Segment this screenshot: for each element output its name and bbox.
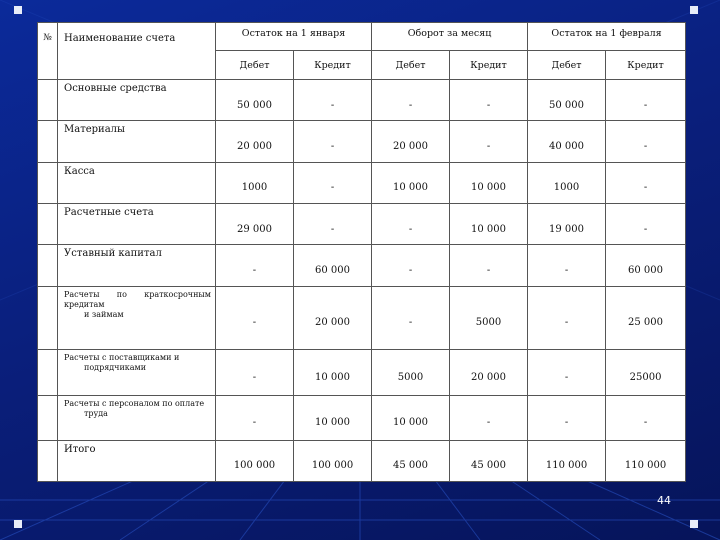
account-name: Материалы bbox=[58, 121, 216, 162]
table-row bbox=[38, 395, 686, 440]
header-number: № bbox=[38, 23, 58, 80]
cell-value: 5000 bbox=[372, 350, 450, 395]
header-debit: Дебет bbox=[528, 51, 606, 80]
cell-value: 10 000 bbox=[450, 162, 528, 203]
cell-value: 60 000 bbox=[606, 245, 686, 286]
header-credit: Кредит bbox=[606, 51, 686, 80]
balance-table-container bbox=[37, 22, 685, 482]
header-account-name: Наименование счета bbox=[58, 23, 216, 80]
cell-value: 110 000 bbox=[606, 440, 686, 481]
account-name-line2: и займам bbox=[84, 309, 124, 319]
account-name: Касса bbox=[58, 162, 216, 203]
header-group-closing-balance: Остаток на 1 февраля bbox=[528, 23, 686, 51]
table-row-total bbox=[38, 440, 686, 481]
decor-square bbox=[14, 520, 22, 528]
table-row bbox=[38, 245, 686, 286]
decor-square bbox=[14, 6, 22, 14]
account-name-line1: Расчеты с персоналом по оплате bbox=[64, 398, 205, 408]
cell-value: 5000 bbox=[450, 286, 528, 350]
cell-value: - bbox=[450, 245, 528, 286]
cell-value: 45 000 bbox=[372, 440, 450, 481]
row-number bbox=[38, 121, 58, 162]
row-number bbox=[38, 203, 58, 244]
cell-value: 50 000 bbox=[216, 80, 294, 121]
row-number bbox=[38, 162, 58, 203]
table-row bbox=[38, 121, 686, 162]
cell-value: - bbox=[294, 203, 372, 244]
cell-value: 40 000 bbox=[528, 121, 606, 162]
decor-square bbox=[690, 520, 698, 528]
cell-value: 10 000 bbox=[372, 162, 450, 203]
cell-value: - bbox=[372, 286, 450, 350]
header-debit: Дебет bbox=[372, 51, 450, 80]
cell-value: - bbox=[450, 395, 528, 440]
row-number bbox=[38, 395, 58, 440]
cell-value: - bbox=[372, 80, 450, 121]
cell-value: 10 000 bbox=[294, 350, 372, 395]
account-name: Уставный капитал bbox=[58, 245, 216, 286]
header-credit: Кредит bbox=[450, 51, 528, 80]
cell-value: 10 000 bbox=[294, 395, 372, 440]
table-row bbox=[38, 162, 686, 203]
cell-value: - bbox=[216, 395, 294, 440]
cell-value: 60 000 bbox=[294, 245, 372, 286]
cell-value: - bbox=[606, 395, 686, 440]
table-row bbox=[38, 350, 686, 395]
cell-value: 20 000 bbox=[294, 286, 372, 350]
row-number bbox=[38, 245, 58, 286]
account-name: Итого bbox=[58, 440, 216, 481]
cell-value: 20 000 bbox=[372, 121, 450, 162]
account-name: Основные средства bbox=[58, 80, 216, 121]
row-number bbox=[38, 286, 58, 350]
cell-value: - bbox=[528, 245, 606, 286]
balance-table bbox=[37, 22, 686, 482]
cell-value: - bbox=[216, 245, 294, 286]
cell-value: 50 000 bbox=[528, 80, 606, 121]
decor-square bbox=[690, 6, 698, 14]
row-number bbox=[38, 440, 58, 481]
cell-value: 29 000 bbox=[216, 203, 294, 244]
header-group-opening-balance: Остаток на 1 января bbox=[216, 23, 372, 51]
cell-value: 1000 bbox=[216, 162, 294, 203]
row-number bbox=[38, 350, 58, 395]
cell-value: - bbox=[450, 121, 528, 162]
cell-value: 1000 bbox=[528, 162, 606, 203]
cell-value: 100 000 bbox=[216, 440, 294, 481]
cell-value: - bbox=[294, 80, 372, 121]
account-name bbox=[58, 286, 216, 350]
cell-value: 10 000 bbox=[450, 203, 528, 244]
cell-value: - bbox=[606, 80, 686, 121]
table-row bbox=[38, 286, 686, 350]
row-number bbox=[38, 80, 58, 121]
cell-value: 10 000 bbox=[372, 395, 450, 440]
cell-value: - bbox=[372, 203, 450, 244]
cell-value: - bbox=[528, 350, 606, 395]
table-row bbox=[38, 80, 686, 121]
cell-value: - bbox=[372, 245, 450, 286]
cell-value: 25 000 bbox=[606, 286, 686, 350]
cell-value: 19 000 bbox=[528, 203, 606, 244]
cell-value: 25000 bbox=[606, 350, 686, 395]
header-debit: Дебет bbox=[216, 51, 294, 80]
cell-value: 100 000 bbox=[294, 440, 372, 481]
table-row bbox=[38, 203, 686, 244]
cell-value: 20 000 bbox=[216, 121, 294, 162]
account-name: Расчетные счета bbox=[58, 203, 216, 244]
cell-value: - bbox=[606, 162, 686, 203]
cell-value: - bbox=[294, 162, 372, 203]
account-name-line2: труда bbox=[84, 408, 108, 418]
account-name-line2: подрядчиками bbox=[84, 363, 147, 373]
cell-value: 45 000 bbox=[450, 440, 528, 481]
cell-value: - bbox=[606, 121, 686, 162]
account-name-line1: Расчеты с поставщиками и bbox=[64, 353, 180, 363]
header-group-turnover: Оборот за месяц bbox=[372, 23, 528, 51]
cell-value: - bbox=[606, 203, 686, 244]
account-name bbox=[58, 350, 216, 395]
cell-value: 110 000 bbox=[528, 440, 606, 481]
header-credit: Кредит bbox=[294, 51, 372, 80]
cell-value: 20 000 bbox=[450, 350, 528, 395]
account-name-line1: Расчеты по краткосрочным кредитам bbox=[64, 289, 211, 309]
cell-value: - bbox=[528, 286, 606, 350]
cell-value: - bbox=[216, 350, 294, 395]
cell-value: - bbox=[528, 395, 606, 440]
cell-value: - bbox=[450, 80, 528, 121]
page-number: 44 bbox=[657, 494, 671, 507]
cell-value: - bbox=[294, 121, 372, 162]
account-name bbox=[58, 395, 216, 440]
cell-value: - bbox=[216, 286, 294, 350]
